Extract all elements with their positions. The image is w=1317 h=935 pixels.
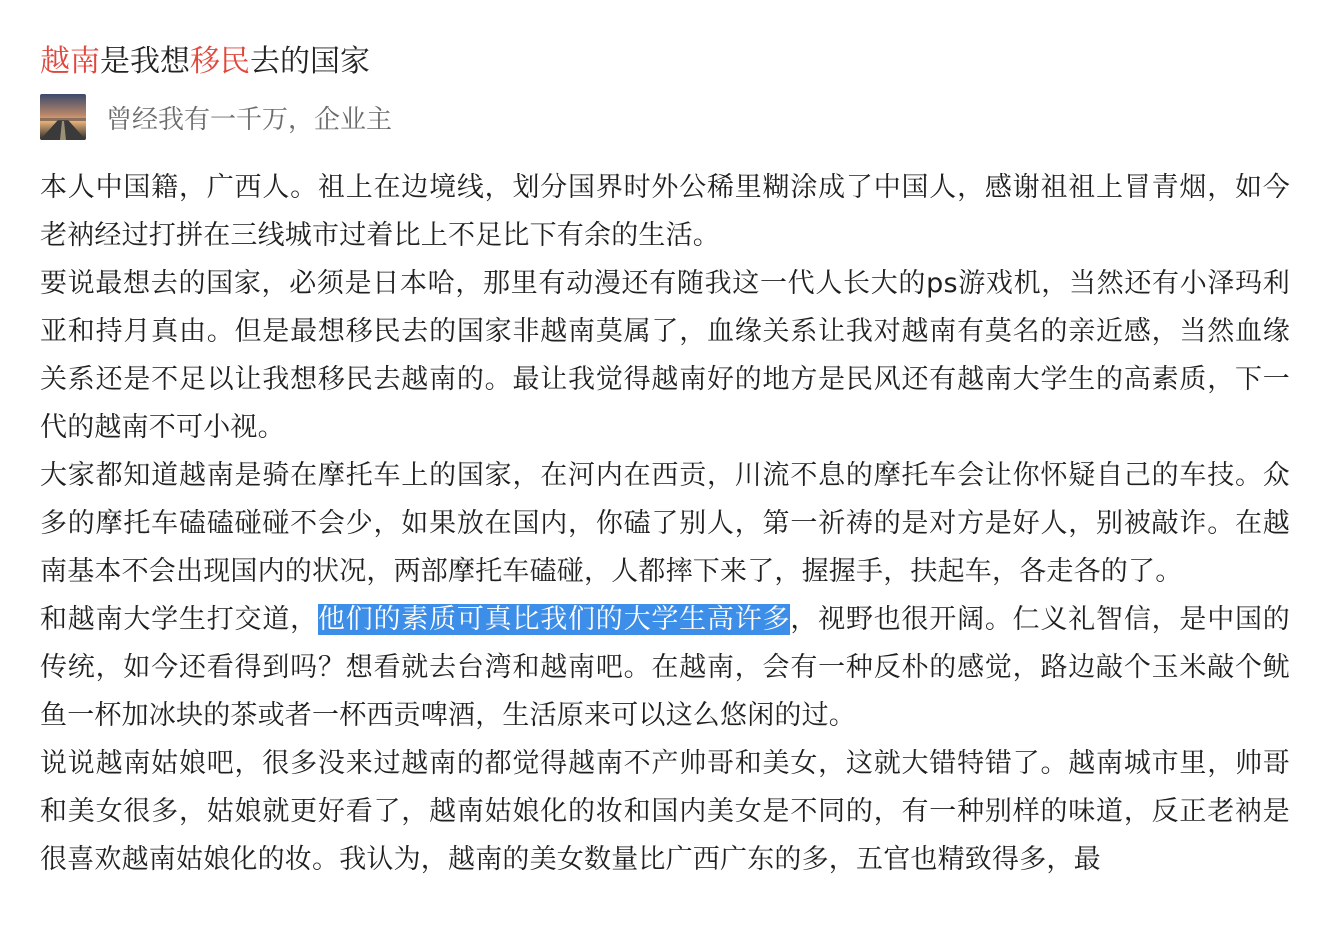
road-sunset-avatar-icon[interactable] — [40, 94, 86, 140]
article-title — [40, 40, 370, 84]
title-text-part: 是我想 — [100, 44, 190, 79]
selected-text[interactable]: 他们的素质可真比我们的大学生高许多 — [317, 604, 791, 635]
article-paragraph: 本人中国籍，广西人。祖上在边境线，划分国界时外公稀里糊涂成了中国人，感谢祖祖上冒青烟，如今老衲经过打拼在三线城市过着比上不足比下有余的生活。 — [40, 172, 1290, 251]
title-text-part: 去的国家 — [250, 44, 370, 79]
title-keyword-vietnam[interactable]: 越南 — [40, 44, 100, 79]
paragraph-text: 和越南大学生打交道， — [40, 604, 318, 635]
article-paragraph: 说说越南姑娘吧，很多没来过越南的都觉得越南不产帅哥和美女，这就大错特错了。越南城市里，帅哥和美女很多，姑娘就更好看了，越南姑娘化的妆和国内美女是不同的，有一种别样的味道，反正老衲是很喜欢越南姑娘化的妆。我认为，越南的美女数量比广西广东的多，五官也精致得多，最 — [40, 748, 1290, 875]
author-role: 企业主 — [314, 104, 393, 135]
article-paragraph: 大家都知道越南是骑在摩托车上的国家，在河内在西贡，川流不息的摩托车会让你怀疑自己的车技。众多的摩托车磕磕碰碰不会少，如果放在国内，你磕了别人，第一祈祷的是对方是好人，别被敲诈。在越南基本不会出现国内的状况，两部摩托车磕碰，人都摔下来了，握握手，扶起车，各走各的了。 — [40, 460, 1290, 587]
author-row — [40, 94, 392, 140]
article-body — [40, 164, 1290, 884]
paragraph-text: ，视野也很开阔。仁义礼智信，是中国的传统，如今还看得到吗？想看就去台湾和越南吧。在越南，会有一种反朴的感觉，路边敲个玉米敲个鱿鱼一杯加冰块的茶或者一杯西贡啤酒，生活原来可以这么悠闲的过。 — [40, 604, 1290, 731]
title-keyword-immigration[interactable]: 移民 — [190, 44, 250, 79]
watermark-overlay — [1037, 886, 1227, 926]
article-paragraph — [40, 596, 1290, 740]
article-paragraph: 要说最想去的国家，必须是日本哈，那里有动漫还有随我这一代人长大的ps游戏机，当然还有小泽玛利亚和持月真由。但是最想移民去的国家非越南莫属了，血缘关系让我对越南有莫名的亲近感，当然血缘关系还是不足以让我想移民去越南的。最让我觉得越南好的地方是民风还有越南大学生的高素质，下一代的越南不可小视。 — [40, 268, 1290, 443]
author-name[interactable]: 曾经我有一千万， — [106, 104, 315, 135]
